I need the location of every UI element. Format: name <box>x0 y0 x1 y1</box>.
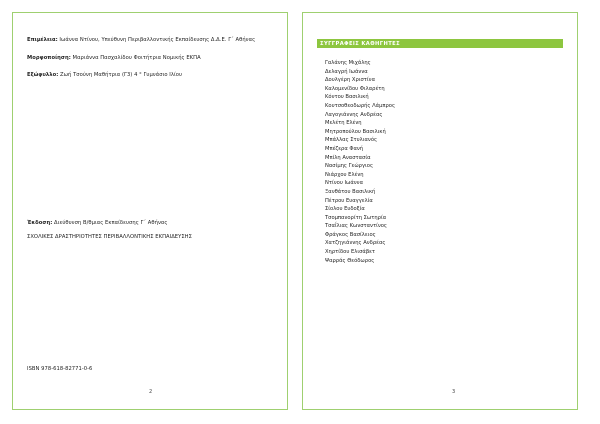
author-item: Νασίμης Γεώργιος <box>325 163 373 170</box>
author-item: Νιάρχου Ελένη <box>325 171 364 178</box>
credit-label: Επιμέλεια: <box>27 37 58 43</box>
authors-heading-bar <box>317 39 563 48</box>
page-number-right: 3 <box>452 389 456 395</box>
author-item: Ψαρράς Θεόδωρος <box>325 257 375 264</box>
authors-heading: ΣΥΓΓΡΑΦΕΙΣ ΚΑΘΗΓΗΤΕΣ <box>320 40 401 47</box>
author-item: Τσομπανορίτη Σωτηρία <box>325 214 387 221</box>
credit-text: Ιωάννα Ντίνου, Υπεύθυνη Περιβαλλοντικής Εκπαίδευσης Δ.Δ.Ε. Γ΄ Αθήνας <box>57 37 256 43</box>
author-item: Χηρτίδου Ελισάβετ <box>325 249 376 256</box>
publisher-text: Διεύθυνση Β/θμιας Εκπαίδευσης Γ΄ Αθήνας <box>52 220 168 226</box>
credit-formatting <box>27 55 201 61</box>
series-title: ΣΧΟΛΙΚΕΣ ΔΡΑΣΤΗΡΙΟΤΗΤΕΣ ΠΕΡΙΒΑΛΛΟΝΤΙΚΗΣ ΕΚΠΑΙΔΕΥΣΗΣ <box>27 234 192 240</box>
author-item: Μπέζερα Φανή <box>325 145 364 152</box>
author-item: Δουλγέρη Χριστίνα <box>325 77 375 84</box>
author-item: Χατζηγιάννης Ανδρέας <box>325 240 386 247</box>
credit-text: Ζωή Τσούνη Μαθήτρια (Γ3) 4 ° Γυμνάσιο Ιλίου <box>58 72 183 78</box>
author-item: Μπάλλας Στυλιανός <box>325 137 378 144</box>
credit-editing <box>27 37 255 43</box>
author-item: Κόντου Βασιλική <box>325 94 369 101</box>
author-item: Τσαΐλιας Κωνσταντίνος <box>325 223 387 230</box>
credit-cover <box>27 72 182 78</box>
author-item: Λαγογιάννης Ανδρέας <box>325 111 383 118</box>
author-item: Φράγκος Βασίλειος <box>325 231 376 238</box>
credit-label: Εξώφυλλο: <box>27 72 59 78</box>
left-page <box>12 12 288 410</box>
publisher-line <box>27 220 167 226</box>
author-item: Μελέτη Ελένη <box>325 120 362 127</box>
author-item: Ξανθάτου Βασιλική <box>325 188 376 195</box>
authors-list <box>325 59 395 265</box>
credit-label: Μορφοποίηση: <box>27 55 71 61</box>
author-item: Μπίλη Αναστασία <box>325 154 371 161</box>
author-item: Γαλάνης Μιχάλης <box>325 60 371 66</box>
page-number-left: 2 <box>149 389 153 395</box>
author-item: Δελαγρή Ιωάννα <box>325 68 368 75</box>
author-item: Κουτσοθεοδωρής Λάμπρος <box>325 102 396 109</box>
author-item: Καλομενίδου Φιλαρέτη <box>325 85 385 92</box>
isbn: ISBN 978-618-82771-0-6 <box>27 366 93 372</box>
credit-text: Μαριάννα Πασχαλίδου Φοιτήτρια Νομικής ΕΚΠΑ <box>70 55 201 61</box>
publisher-label: Έκδοση: <box>27 220 53 226</box>
author-item: Πέτρου Ευαγγελία <box>325 197 373 204</box>
right-page <box>302 12 578 410</box>
author-item: Μητροπούλου Βασιλική <box>325 128 386 135</box>
author-item: Σίολου Ευδοξία <box>325 206 365 213</box>
author-item: Ντίνου Ιωάννα <box>325 180 363 187</box>
